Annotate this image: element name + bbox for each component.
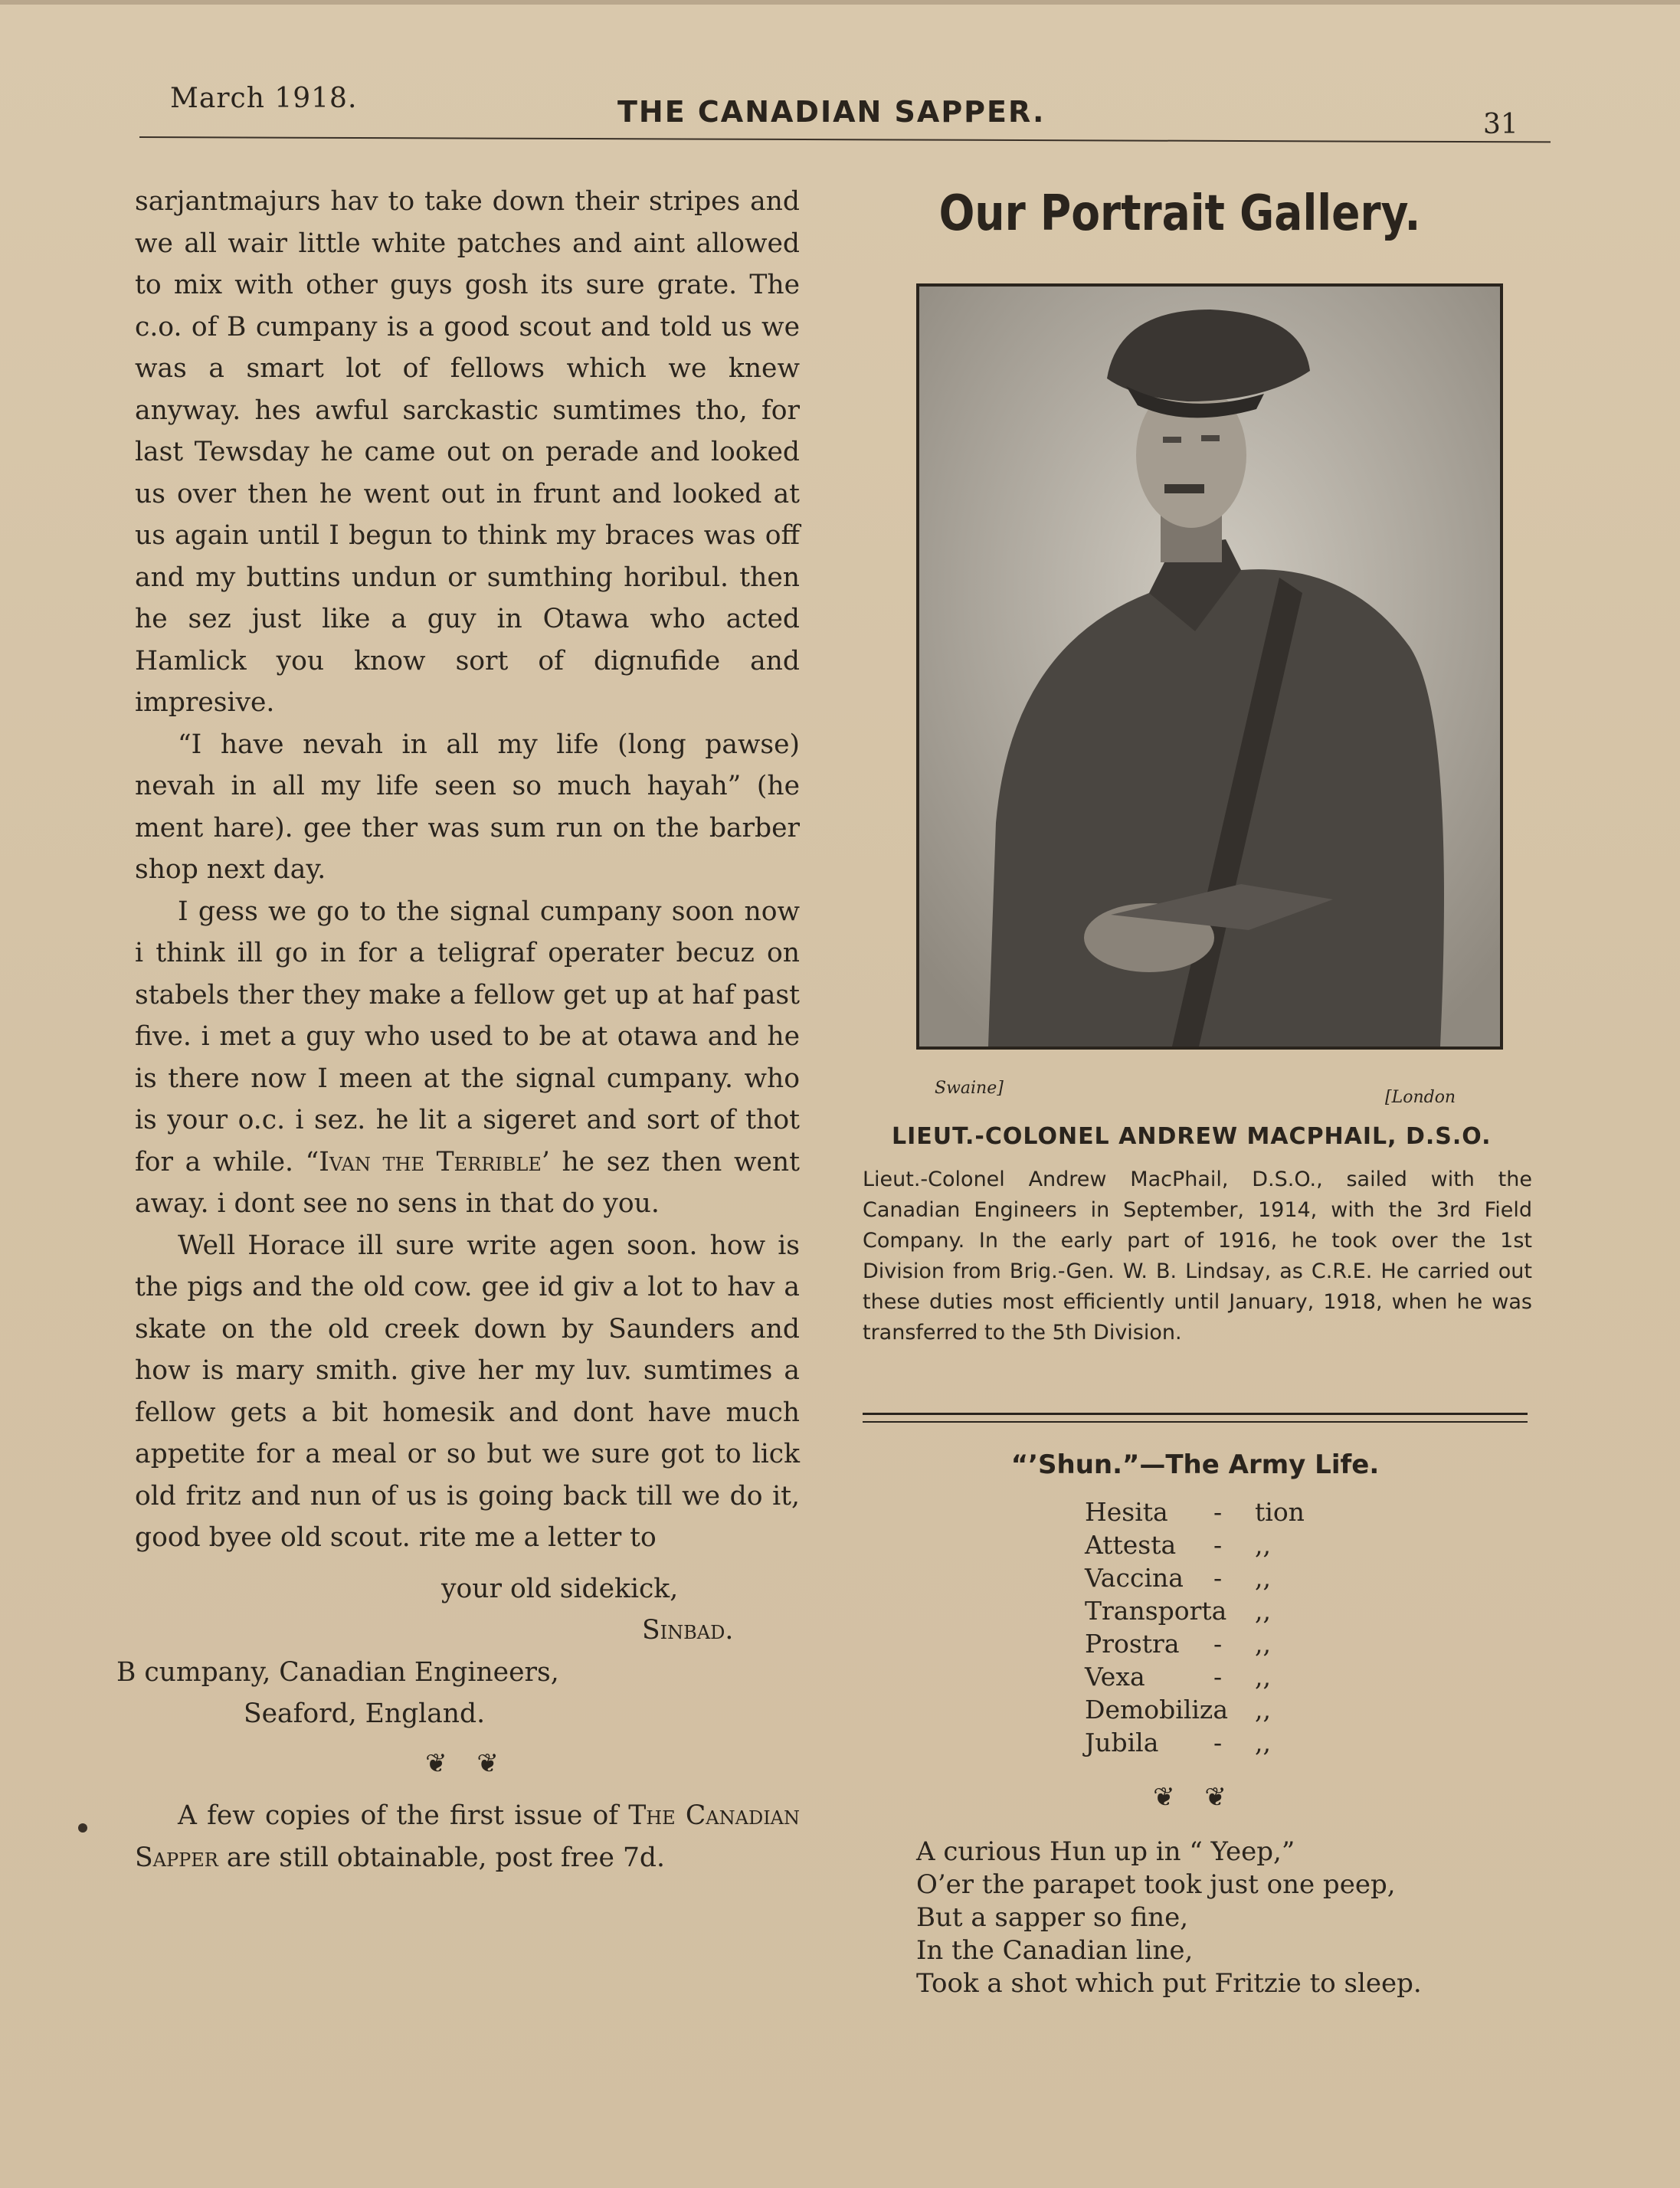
army-life-word-list [1085,1495,1305,1759]
notice-start: A few copies of the first issue of [178,1800,629,1831]
army-life-row [1085,1726,1305,1759]
army-life-row [1085,1495,1305,1528]
letter-paragraph-3-end: ’ he sez then went away. i dont see no sens in that do you. [135,1146,800,1219]
ivan-the-terrible: Ivan the Terrible [319,1146,542,1178]
poem-line: But a sapper so fine, [916,1902,1189,1933]
letter-paragraph-3-start: I gess we go to the signal cumpany soon now i think ill go in for a teligraf operater becuz on stabels ther they make a fellow get up at haf past five. i met a guy who used to be at otawa and he is there now I meen at the signal cumpany. who is your o.c. i sez. he lit a sigeret and sort of thot for a while. “ [135,896,800,1178]
header-rule [139,136,1551,142]
army-life-row [1085,1627,1305,1660]
section-divider [863,1413,1528,1423]
ornament-left: ❦ ❦ [425,1747,509,1779]
army-life-heading: “’Shun.”—The Army Life. [1010,1449,1380,1480]
army-suffix: ,, [1255,1629,1271,1659]
army-dash [1213,1693,1255,1726]
army-word: Vexa [1085,1662,1145,1692]
page-edge [0,0,1680,5]
army-dash: - [1213,1728,1223,1757]
army-word: Attesta [1085,1530,1177,1560]
army-word: Demobiliza [1085,1695,1228,1725]
army-word: Hesita [1085,1497,1168,1527]
army-word: Prostra [1085,1629,1180,1659]
army-life-row [1085,1594,1305,1627]
letter-paragraph-2: “I have nevah in all my life (long pawse) nevah in all my life seen so much hayah” (he ment hare). gee ther was sum run on the barber shop next day. [135,729,800,885]
photo-credit-photographer: Swaine] [935,1079,1004,1098]
publication-title: THE CANADIAN SAPPER. [617,95,1046,129]
portrait-subject-name: LIEUT.-COLONEL ANDREW MACPHAIL, D.S.O. [892,1123,1492,1150]
army-suffix: ,, [1255,1728,1271,1757]
limerick [916,1836,1422,2000]
army-dash: - [1213,1497,1223,1527]
army-life-row [1085,1561,1305,1594]
army-dash: - [1213,1530,1223,1560]
army-dash: - [1213,1662,1223,1692]
army-suffix: ,, [1255,1563,1271,1593]
letter-closing: your old sidekick, [441,1573,679,1604]
army-dash: - [1213,1563,1223,1593]
address-line-2: Seaford, England. [244,1698,486,1729]
letter-signature: Sinbad. [642,1615,734,1646]
army-life-row [1085,1660,1305,1693]
page-number: 31 [1483,109,1518,140]
letter-paragraph-1: sarjantmajurs hav to take down their stripes and we all wair little white patches and aint allowed to mix with other guys gosh its sure grate. The c.o. of B cumpany is a good scout and told us we was a smart lot of fellows which we knew anyway. hes awful sarckastic sumtimes tho, for last Tewsday he came out on perade and looked us over then he went out in frunt and looked at us again until I begun to think my braces was off and my buttins undun or sumthing horibul. then he sez just like a guy in Otawa who acted Hamlick you know sort of dignufide and impresive. [135,186,800,718]
letter-paragraph-4: Well Horace ill sure write agen soon. how is the pigs and the old cow. gee id giv a lot to hav a skate on the old creek down by Saunders and how is mary smith. give her my luv. sumtimes a fellow gets a bit homesik and dont have much appetite for a meal or so but we sure got to lick old fritz and nun of us is going back till we do it, good byee old scout. rite me a letter to [135,1230,800,1553]
poem-line: Took a shot which put Fritzie to sleep. [916,1968,1422,1999]
army-dash: - [1213,1629,1223,1659]
army-life-row [1085,1693,1305,1726]
poem-line: A curious Hun up in “ Yeep,” [916,1836,1295,1867]
notice-end: are still obtainable, post free 7d. [218,1842,665,1873]
army-word: Transporta [1085,1596,1227,1626]
poem-line: O’er the parapet took just one peep, [916,1869,1396,1900]
notice-publication-name: The Canadian Sapper [135,1800,801,1873]
officer-portrait-illustration [919,287,1500,1047]
ink-speck [78,1823,87,1833]
back-issue-notice [135,1795,800,1878]
letter-column [116,181,801,1878]
portrait-gallery-heading: Our Portrait Gallery. [938,185,1421,242]
photo-credit-location: [London [1385,1088,1456,1107]
ornament-right: ❦ ❦ [1153,1782,1237,1813]
portrait-photo [916,283,1503,1050]
army-suffix: ,, [1255,1695,1271,1725]
army-word: Jubila [1085,1728,1159,1757]
issue-date: March 1918. [170,83,358,114]
address-line-1: B cumpany, Canadian Engineers, [116,1656,559,1688]
army-suffix: ,, [1255,1662,1271,1692]
poem-line: In the Canadian line, [916,1935,1194,1966]
letter-paragraph-3 [135,891,800,1225]
army-suffix: tion [1255,1497,1305,1527]
army-suffix: ,, [1255,1530,1271,1560]
army-suffix: ,, [1255,1596,1271,1626]
portrait-biography: Lieut.-Colonel Andrew MacPhail, D.S.O., sailed with the Canadian Engineers in September, 1914, with the 3rd Field Company. In the early part of 1916, he took over the 1st Division from Brig.-Gen. W. B. Lindsay, as C.R.E. He carried out these duties most efficiently until January, 1918, when he was transferred to the 5th Division. [863,1168,1532,1345]
army-word: Vaccina [1085,1563,1184,1593]
army-dash [1213,1594,1255,1627]
army-life-row [1085,1528,1305,1561]
